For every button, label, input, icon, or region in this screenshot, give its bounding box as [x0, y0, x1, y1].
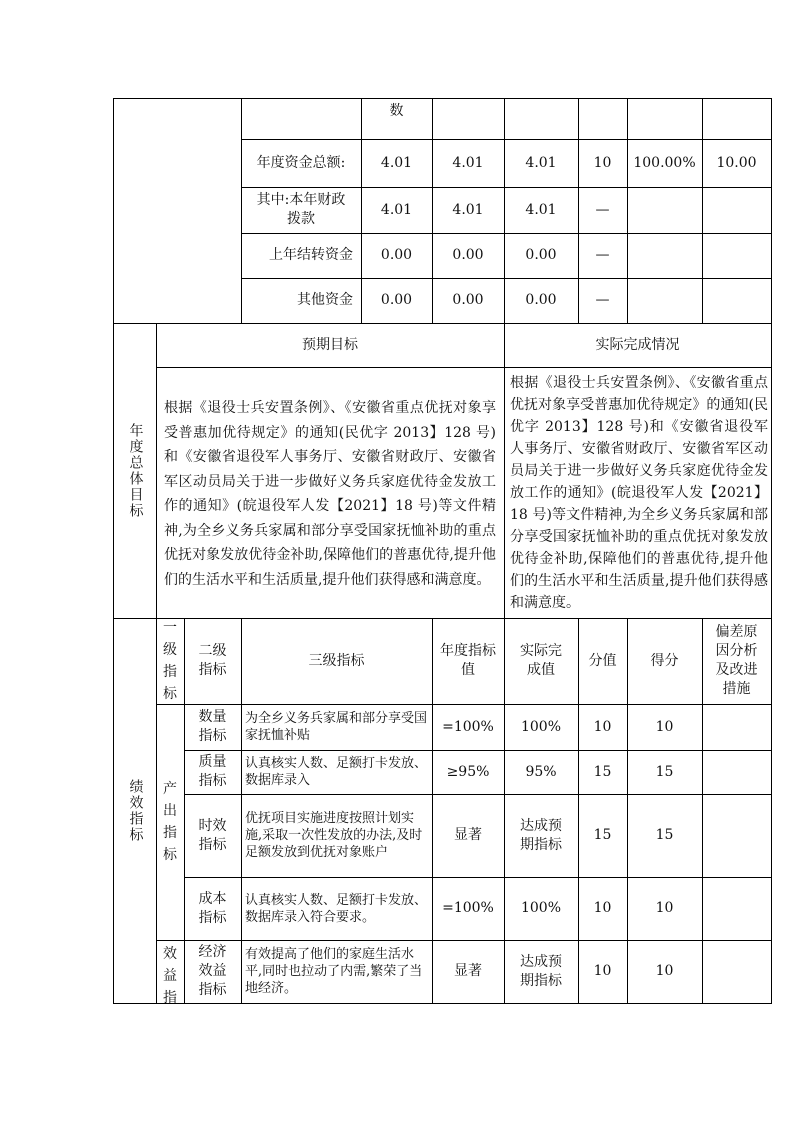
table-top-border [113, 98, 771, 99]
funds-value: 4.01 [452, 154, 484, 171]
funds-rate: 100.00% [633, 154, 696, 171]
l3-indicator: 为全乡义务兵家属和部分享受国家抚恤补贴 [245, 711, 428, 743]
got-value: 10 [655, 963, 674, 979]
funds-divider [702, 98, 703, 323]
header-score: 分值 [588, 652, 617, 669]
got-value: 10 [655, 900, 674, 916]
target-value: ≥95% [446, 763, 490, 780]
actual-value: 达成预期指标 [520, 817, 562, 853]
header-level1: 一级指标 [163, 620, 177, 702]
l2-indicator: 数量指标 [198, 709, 227, 744]
table-bottom-border [113, 1003, 771, 1004]
benefit-indicator-label: 效益指 [163, 946, 177, 1003]
expected-goal-text: 根据《退役士兵安置条例》、《安徽省重点优抚对象享受普惠加优待规定》的通知(民优字 2013】128 号)和《安徽省退役军人事务厅、安徽省财政厅、安徽省军区动员局关于进一步做好义务兵家庭优待金发放工作的通知》(皖退役军人发【2021】18 号)等文件精神,为全乡义务兵家属和部分享受国家抚恤补助的重点优抚对象发放优待金补助,保障他们的普惠优待,提升他们的生活水平和生活质量,提升他们获得感和满意度。 [164, 400, 496, 588]
funds-value: 0.00 [525, 292, 557, 308]
l2-indicator: 时效指标 [198, 817, 227, 853]
l3-indicator: 认真核实人数、足额打卡发放、数据库录入符合要求。 [245, 892, 428, 925]
header-level2: 二级指标 [198, 643, 227, 678]
funds-value: 0.00 [452, 247, 484, 263]
funds-score: — [595, 247, 610, 263]
funds-value: 0.00 [452, 292, 484, 308]
goals-section-label: 年度总体目标 [127, 423, 144, 519]
funds-row-label: 其中:本年财政拨款 [256, 192, 346, 227]
funds-label-tail: 数 [389, 103, 404, 119]
funds-value: 4.01 [525, 201, 557, 218]
actual-value: 达成预期指标 [520, 953, 562, 989]
score-value: 15 [593, 827, 612, 843]
l2-indicator: 质量指标 [198, 754, 227, 789]
funds-row-label: 年度资金总额: [256, 154, 346, 171]
funds-divider [627, 98, 628, 323]
got-value: 10 [655, 718, 674, 735]
funds-score: — [595, 292, 610, 308]
funds-value: 0.00 [380, 247, 413, 263]
funds-value: 0.00 [380, 292, 413, 308]
score-value: 10 [593, 900, 612, 916]
target-value: =100% [442, 718, 494, 735]
funds-score: 10 [593, 154, 612, 171]
l3-indicator: 认真核实人数、足额打卡发放、数据库录入 [245, 756, 428, 788]
funds-value: 0.00 [525, 247, 557, 263]
score-value: 15 [593, 763, 612, 780]
table-right-border [771, 98, 772, 1004]
target-value: 显著 [454, 827, 482, 843]
output-indicator-label: 产出指标 [163, 781, 177, 863]
header-level3: 三级指标 [308, 652, 365, 669]
target-value: =100% [442, 900, 494, 916]
funds-value: 4.01 [452, 201, 484, 218]
actual-value: 100% [520, 718, 562, 735]
got-value: 15 [655, 763, 674, 780]
header-analysis: 偏差原因分析及改进措施 [715, 624, 758, 697]
actual-value: 100% [520, 900, 562, 916]
funds-got: 10.00 [716, 154, 757, 171]
target-value: 显著 [454, 963, 482, 979]
header-target: 年度指标值 [440, 643, 496, 678]
funds-row-label: 其他资金 [297, 292, 353, 308]
expected-goal-header: 预期目标 [302, 336, 358, 353]
actual-status-header: 实际完成情况 [595, 336, 680, 353]
got-value: 15 [655, 827, 674, 843]
l2-indicator: 成本指标 [198, 890, 227, 926]
header-got: 得分 [650, 652, 679, 669]
actual-value: 95% [525, 763, 557, 780]
header-actual: 实际完成值 [520, 643, 562, 678]
perf-section-label: 绩效指标 [127, 779, 144, 843]
score-value: 10 [593, 963, 612, 979]
funds-score: — [595, 201, 610, 218]
funds-row-label: 上年结转资金 [269, 247, 353, 263]
l3-indicator: 优抚项目实施进度按照计划实施,采取一次性发放的办法,及时足额发放到优抚对象账户 [245, 811, 423, 860]
actual-status-text: 根据《退役士兵安置条例》、《安徽省重点优抚对象享受普惠加优待规定》的通知(民优字 2013】128 号)和《安徽省退役军人事务厅、安徽省财政厅、安徽省军区动员局关于进一步做好义务兵家庭优待金发放工作的通知》(皖退役军人发【2021】18 号)等文件精神,为全乡义务兵家属和部分享受国家抚恤补助的重点优抚对象发放优待金补助,保障他们的普惠优待,提升他们的生活水平和生活质量,提升他们获得感和满意度。 [510, 375, 768, 611]
funds-value: 4.01 [380, 201, 413, 218]
funds-value: 4.01 [525, 154, 557, 171]
goals-header-line [156, 367, 771, 368]
l3-indicator: 有效提高了他们的家庭生活水平,同时也拉动了内需,繁荣了当地经济。 [245, 947, 423, 996]
score-value: 10 [593, 718, 612, 735]
l2-indicator: 经济效益指标 [198, 944, 227, 998]
funds-value: 4.01 [380, 154, 413, 171]
